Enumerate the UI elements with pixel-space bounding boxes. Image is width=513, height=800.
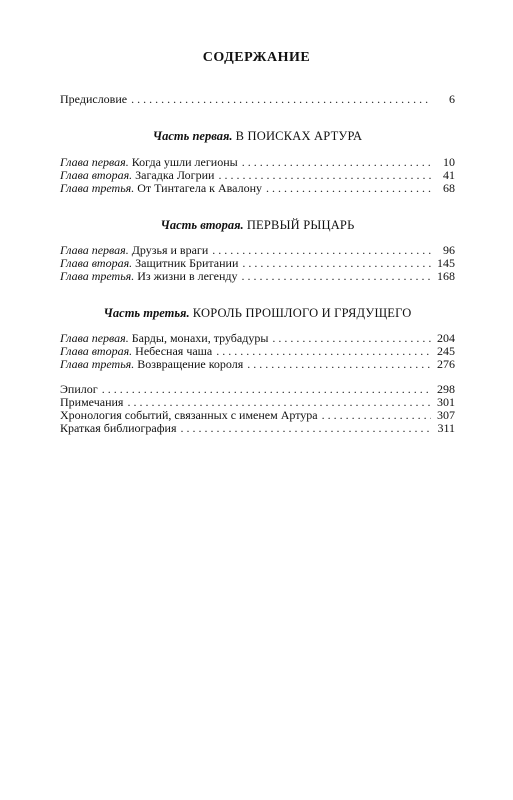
page-number: 168: [437, 269, 455, 283]
page-number: 68: [443, 181, 455, 195]
toc-entry-chapter[interactable]: [60, 180, 455, 196]
page-number: 204: [437, 331, 455, 345]
entry-title: Небесная чаша: [135, 344, 213, 358]
page-title: СОДЕРЖАНИЕ: [202, 50, 311, 65]
entry-title: Возвращение короля: [137, 357, 244, 371]
dot-leader: [247, 356, 431, 372]
chapter-label: Глава первая.: [60, 331, 129, 345]
part-name: КОРОЛЬ ПРОШЛОГО И ГРЯДУЩЕГО: [192, 306, 412, 320]
entry-title: Загадка Логрии: [135, 168, 215, 182]
page-number: 307: [437, 408, 455, 422]
part-prefix: Часть третья.: [103, 306, 190, 320]
chapter-label: Глава первая.: [60, 155, 129, 169]
chapter-label: Глава вторая.: [60, 256, 133, 270]
entry-title: Когда ушли легионы: [131, 155, 238, 169]
part-heading-1: [60, 129, 455, 144]
chapter-label: Глава третья.: [60, 357, 135, 371]
dot-leader: [131, 91, 431, 107]
dot-leader: [266, 180, 431, 196]
page-number: 145: [437, 256, 455, 270]
part-heading-2: [60, 218, 455, 233]
entry-title: Друзья и враги: [131, 243, 209, 257]
toc-entry-chapter[interactable]: [60, 356, 455, 372]
part-heading-3: [60, 306, 455, 321]
page-number: 298: [437, 382, 455, 396]
entry-title: Защитник Британии: [135, 256, 239, 270]
entry-title: Краткая библиография: [60, 421, 177, 435]
entry-title: Примечания: [60, 395, 124, 409]
toc-entry-bibliography[interactable]: [60, 420, 455, 436]
page-number: 311: [437, 421, 455, 435]
entry-title: Предисловие: [60, 92, 128, 106]
page-number: 41: [443, 168, 455, 182]
chapter-label: Глава третья.: [60, 181, 135, 195]
page-number: 6: [449, 92, 455, 106]
chapter-label: Глава третья.: [60, 269, 135, 283]
page-number: 301: [437, 395, 455, 409]
dot-leader: [180, 420, 431, 436]
entry-title: Барды, монахи, трубадуры: [131, 331, 269, 345]
part-name: В ПОИСКАХ АРТУРА: [235, 129, 363, 143]
chapter-label: Глава вторая.: [60, 168, 133, 182]
dot-leader: [242, 268, 431, 284]
page-number: 96: [443, 243, 455, 257]
entry-title: Из жизни в легенду: [137, 269, 238, 283]
entry-title: От Тинтагела к Авалону: [137, 181, 262, 195]
entry-title: Хронология событий, связанных с именем Артура: [60, 408, 318, 422]
page-number: 10: [443, 155, 455, 169]
page-number: 245: [437, 344, 455, 358]
part-prefix: Часть вторая.: [160, 218, 244, 232]
chapter-label: Глава первая.: [60, 243, 129, 257]
part-prefix: Часть первая.: [152, 129, 233, 143]
toc-entry-chapter[interactable]: [60, 268, 455, 284]
page-number: 276: [437, 357, 455, 371]
chapter-label: Глава вторая.: [60, 344, 133, 358]
entry-title: Эпилог: [60, 382, 98, 396]
part-name: ПЕРВЫЙ РЫЦАРЬ: [246, 218, 355, 232]
toc-entry-preface[interactable]: [60, 91, 455, 107]
